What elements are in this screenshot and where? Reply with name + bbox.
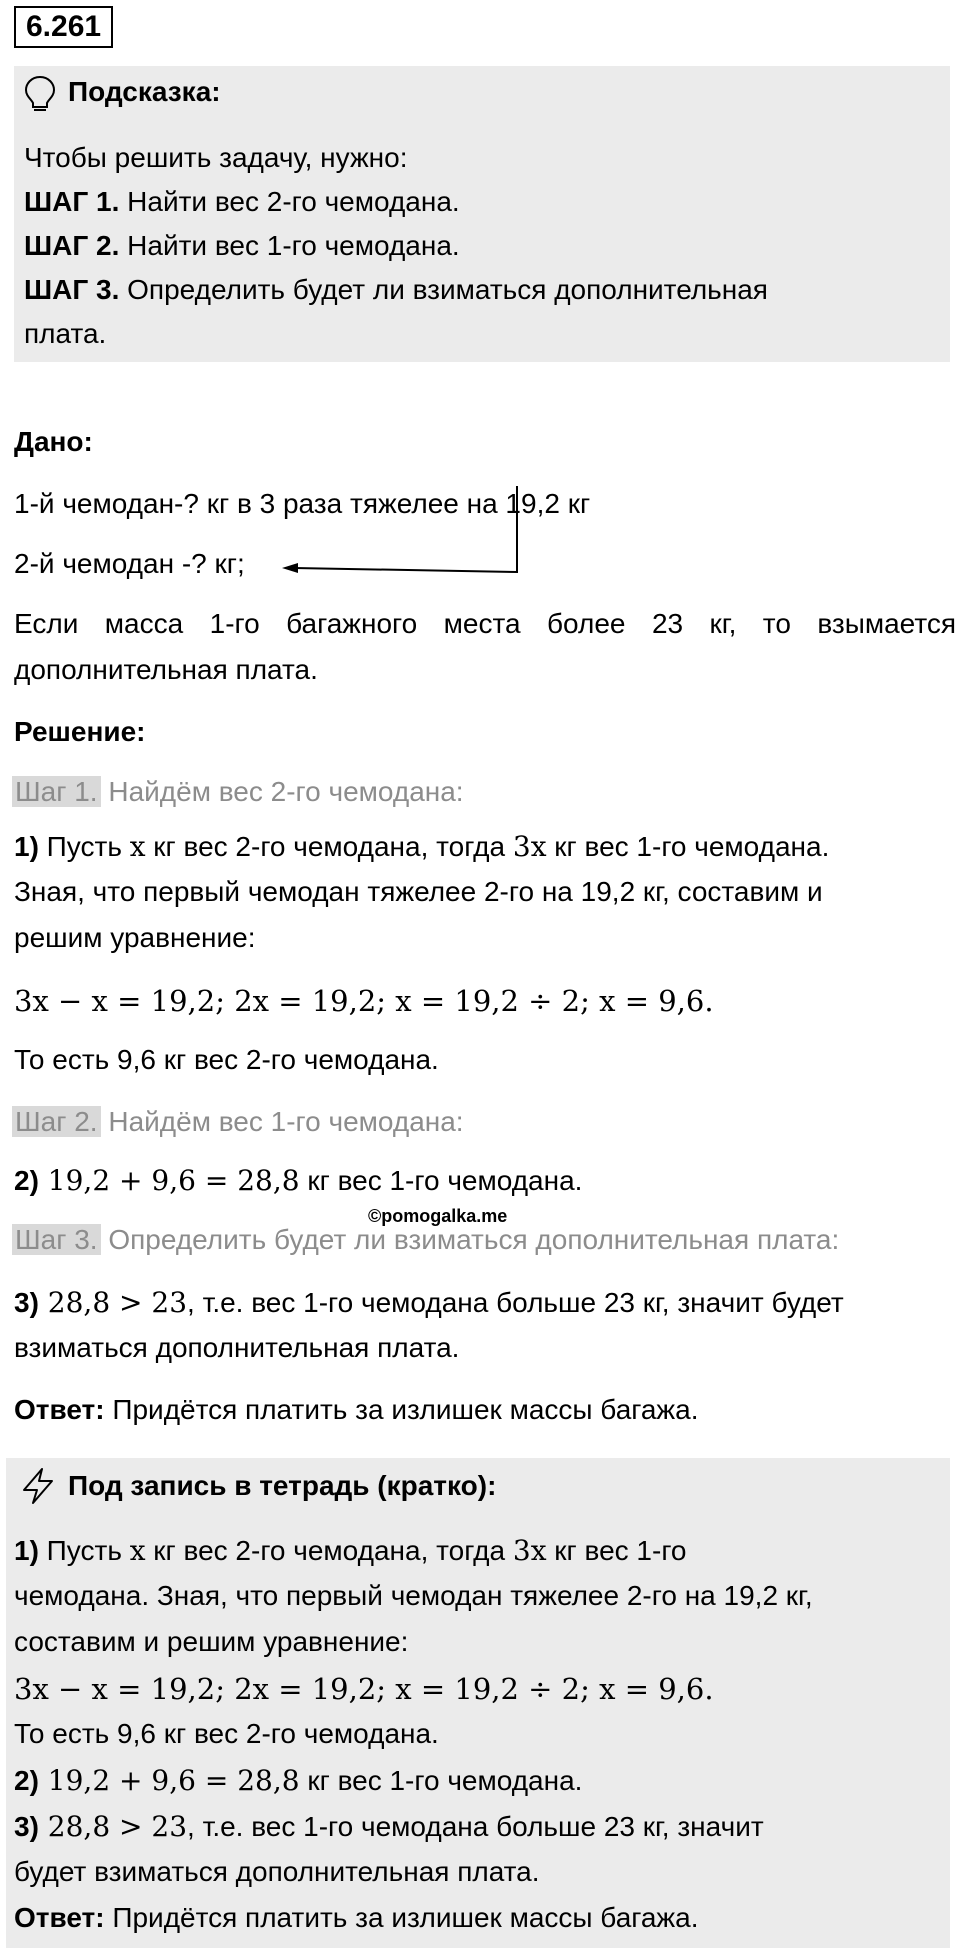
answer-text: Придётся платить за излишек массы багажа. [104, 1394, 699, 1425]
text-part: кг вес 2-го чемодана, тогда [145, 831, 513, 862]
math-var: 3x [512, 830, 547, 863]
solution-line-2: Зная, что первый чемодан тяжелее 2-го на 19,2 кг, составим и [14, 876, 823, 907]
hint-step-2 [24, 230, 460, 262]
item-number: 1) [14, 831, 39, 862]
short-line-3: составим и решим уравнение: [14, 1626, 409, 1657]
text-part: кг вес 1-го чемодана. [546, 831, 830, 862]
problem-number: 6.261 [14, 6, 113, 48]
item-number: 2) [14, 1165, 39, 1196]
math-expr: 28,8 > 23 [38, 1286, 188, 1319]
text-part: , т.е. вес 1-го чемодана больше 23 кг, значит [187, 1811, 764, 1842]
short-title: Под запись в тетрадь (кратко): [68, 1470, 497, 1501]
text-part: Пусть [38, 1535, 130, 1566]
hint-step-label: ШАГ 2. [24, 230, 120, 261]
step-3-tag: Шаг 3. [12, 1224, 101, 1255]
hint-step-3 [24, 274, 768, 306]
hint-step-label: ШАГ 1. [24, 186, 120, 217]
item-number: 3) [14, 1811, 39, 1842]
hint-intro: Чтобы решить задачу, нужно: [24, 142, 408, 173]
text-part: кг вес 1-го чемодана. [299, 1765, 583, 1796]
answer [14, 1394, 699, 1426]
item-number: 1) [14, 1535, 39, 1566]
answer-text: Придётся платить за излишек массы багажа. [104, 1902, 699, 1933]
text-part: кг вес 1-го [546, 1535, 687, 1566]
answer-label: Ответ: [14, 1394, 105, 1425]
math-var: 3x [512, 1534, 547, 1567]
relation-arrow-icon [280, 484, 520, 578]
solution-line-6: взиматься дополнительная плата. [14, 1332, 460, 1363]
item-number: 3) [14, 1287, 39, 1318]
solution-equation: 3x − x = 19,2; 2x = 19,2; x = 19,2 ÷ 2; x = 9,6. [14, 984, 714, 1018]
short-line-6 [14, 1764, 582, 1797]
hint-step-text: Определить будет ли взиматься дополнительная [119, 274, 768, 305]
step-2-text: Найдём вес 1-го чемодана: [100, 1106, 464, 1137]
text-part: , т.е. вес 1-го чемодана больше 23 кг, значит будет [187, 1287, 844, 1318]
watermark: ©pomogalka.me [368, 1206, 508, 1226]
solution-line-1 [14, 830, 829, 863]
lightbulb-icon [22, 74, 58, 114]
given-title: Дано: [14, 426, 93, 457]
text-part: кг вес 2-го чемодана, тогда [145, 1535, 513, 1566]
given-condition-line-1: Если масса 1-го багажного места более 23 кг, то взымается [14, 608, 956, 639]
step-2-tag: Шаг 2. [12, 1106, 101, 1137]
solution-line-4 [14, 1164, 582, 1197]
math-var: x [129, 1534, 146, 1567]
solution-line-3: решим уравнение: [14, 922, 256, 953]
solution-line-5 [14, 1286, 844, 1319]
hint-step-text: Найти вес 2-го чемодана. [119, 186, 460, 217]
step-3-text: Определить будет ли взиматься дополнительная плата: [100, 1224, 840, 1255]
given-line-1: 1-й чемодан-? кг в 3 раза тяжелее на 19,2 кг [14, 488, 591, 519]
short-line-5: То есть 9,6 кг вес 2-го чемодана. [14, 1718, 439, 1749]
given-line-2: 2-й чемодан -? кг; [14, 548, 245, 579]
step-1-tag: Шаг 1. [12, 776, 101, 807]
short-line-2: чемодана. Зная, что первый чемодан тяжелее 2-го на 19,2 кг, [14, 1580, 813, 1611]
step-2-heading [12, 1106, 464, 1138]
short-line-7 [14, 1810, 764, 1843]
lightning-icon [18, 1466, 58, 1506]
text-part: Пусть [38, 831, 130, 862]
given-condition-line-2: дополнительная плата. [14, 654, 318, 685]
hint-step-1 [24, 186, 460, 218]
math-expr: 28,8 > 23 [38, 1810, 188, 1843]
solution-result-1: То есть 9,6 кг вес 2-го чемодана. [14, 1044, 439, 1075]
step-1-text: Найдём вес 2-го чемодана: [100, 776, 464, 807]
short-answer [14, 1902, 699, 1934]
short-line-1 [14, 1534, 686, 1567]
solution-title: Решение: [14, 716, 146, 747]
hint-step-3-cont: плата. [24, 318, 107, 349]
short-line-8: будет взиматься дополнительная плата. [14, 1856, 540, 1887]
math-var: x [129, 830, 146, 863]
step-1-heading [12, 776, 464, 808]
math-expr: 19,2 + 9,6 = 28,8 [38, 1164, 300, 1197]
hint-step-label: ШАГ 3. [24, 274, 120, 305]
hint-step-text: Найти вес 1-го чемодана. [119, 230, 460, 261]
math-expr: 19,2 + 9,6 = 28,8 [38, 1764, 300, 1797]
text-part: кг вес 1-го чемодана. [299, 1165, 583, 1196]
answer-label: Ответ: [14, 1902, 105, 1933]
item-number: 2) [14, 1765, 39, 1796]
hint-title: Подсказка: [68, 76, 221, 107]
step-3-heading [12, 1224, 839, 1256]
short-equation: 3x − x = 19,2; 2x = 19,2; x = 19,2 ÷ 2; x = 9,6. [14, 1672, 714, 1706]
